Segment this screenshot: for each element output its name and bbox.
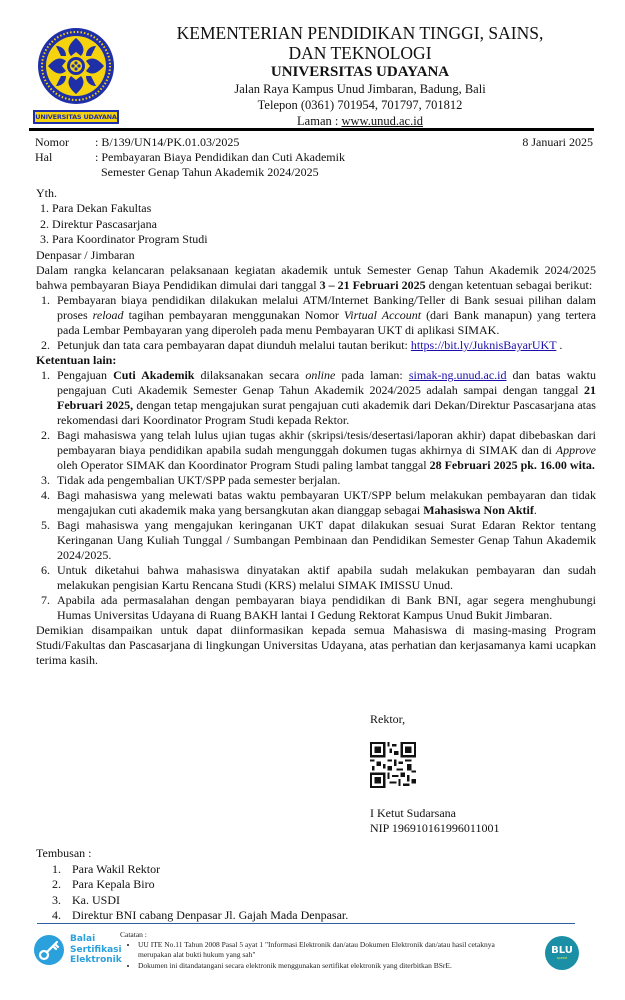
university-logo [31, 26, 121, 126]
bsre-line: Sertifikasi [70, 944, 122, 955]
qr-code-icon [370, 742, 416, 788]
provisions-heading [36, 353, 596, 368]
italic-text: reload [92, 308, 124, 322]
juknis-link[interactable]: https://bit.ly/JuknisBayarUKT [410, 338, 557, 352]
text: Petunjuk dan tata cara pembayaran dapat diunduh melalui tautan berikut: [57, 338, 411, 352]
text: Pengajuan [57, 368, 114, 382]
text: Pembayaran biaya pendidikan dilakukan melalui ATM/Internet Banking/Teller di Bank sesuai pilihan dalam proses [57, 293, 596, 322]
text: . [556, 338, 563, 352]
italic-text: online [305, 368, 336, 382]
intro-text: Dalam rangka kelancaran pelaksanaan kegiatan akademik untuk Semester Genap Tahun Akademik 2024/2025 bahwa pembayaran Biaya Pendidikan dimulai dari tanggal [36, 263, 596, 292]
simak-link[interactable]: simak-ng.unud.ac.id [408, 368, 507, 382]
nomor-label: Nomor [35, 135, 69, 149]
text: dengan tetap mengajukan surat pengajuan cuti akademik dari Dekan/Direktur Pascasarjana atas rekomendasi dari Koordinator Program Studi kepada Rektor. [57, 398, 596, 427]
note-item: • UU ITE No.11 Tahun 2008 Pasal 5 ayat 1 "Informasi Elektronik dan/atau Dokumen Elektronik dan/atau hasil cetaknya merupakan alat bukti hukum yang sah" [138, 940, 520, 960]
bold-text: 21 Februari 2025, [57, 383, 596, 412]
recipient-item: 3. Para Koordinator Program Studi [52, 232, 208, 247]
tembusan [36, 846, 348, 924]
text: (dari Bank manapun) yang tertera pada Lembar Pembayaran yang diperoleh pada menu Pembayaran UKT di aplikasi SIMAK. [57, 308, 596, 337]
nomor-value: : B/139/UN14/PK.01.03/2025 [95, 135, 240, 149]
provision-item-2 [53, 428, 596, 473]
footer-notes [120, 930, 520, 972]
hal-spacer [35, 165, 95, 180]
notes-label: Catatan : [120, 930, 147, 939]
bsre-key-icon [33, 934, 65, 966]
payment-item-1 [53, 293, 596, 338]
website-link[interactable]: www.unud.ac.id [341, 114, 423, 129]
provision-item-1 [53, 368, 596, 428]
bsre-name [70, 934, 122, 966]
provisions-list [36, 368, 596, 623]
payment-item-2 [53, 338, 596, 353]
bsre-line: Balai [70, 934, 96, 945]
intro-date-range: 3 – 21 Februari 2025 [319, 278, 426, 292]
provision-item-3: 3. Tidak ada pengembalian UKT/SPP pada semester berjalan. [53, 473, 596, 488]
text: tagihan pembayaran menggunakan Nomor [123, 308, 344, 322]
university-name: UNIVERSITAS UDAYANA [270, 64, 450, 81]
letter-body [36, 263, 596, 668]
signature-block [370, 712, 499, 836]
bold-text: Mahasiswa Non Aktif [423, 503, 534, 517]
university-phone: Telepon (0361) 701954, 701797, 701812 [257, 98, 463, 113]
text: pada laman: [335, 368, 409, 382]
bsre-logo [33, 934, 122, 966]
blu-logo [545, 936, 579, 970]
cc-item: 2. Para Kepala Biro [64, 877, 348, 893]
signatory-nip: NIP 196910161996011001 [370, 821, 500, 835]
note-item: • Dokumen ini ditandatangani secara elektronik menggunakan sertifikat elektronik yang diterbitkan BSrE. [138, 961, 520, 971]
italic-text: Virtual Account [343, 308, 422, 322]
hal-row [35, 150, 595, 165]
provision-item-6: 6. Untuk diketahui bahwa mahasiswa dinyatakan aktif apabila sudah melakukan pembayaran dan sudah melakukan pengisian Kartu Rencana Studi (KRS) melalui SIMAK IMISSU Unud. [53, 563, 596, 593]
text: dilaksanakan secara [194, 368, 306, 382]
tembusan-label: Tembusan : [36, 846, 92, 860]
provision-item-4 [53, 488, 596, 518]
logo-caption: UNIVERSITAS UDAYANA [35, 113, 117, 121]
blu-subtext: speed [556, 955, 568, 960]
letterhead-divider [29, 128, 594, 131]
cc-item: 1. Para Wakil Rektor [64, 862, 348, 878]
recipient-item: 2. Direktur Pascasarjana [52, 217, 208, 232]
intro-paragraph [36, 263, 596, 293]
letterhead [140, 24, 580, 130]
italic-text: Approve [555, 443, 596, 457]
blu-text: BLU [551, 944, 573, 956]
nomor-row [35, 135, 595, 150]
text: oleh Operator SIMAK dan Koordinator Program Studi paling lambat tanggal [57, 458, 430, 472]
text: Bagi mahasiswa yang telah lulus ujian tugas akhir (skripsi/tesis/desertasi/laporan akhir) dapat dibebaskan dari pembayaran biaya pendidikan apabila sudah mengunggah dokumen tugas akhirnya di SIMAK dan di [57, 428, 596, 457]
intro-text-end: dengan ketentuan sebagai berikut: [425, 278, 593, 292]
bsre-line: Elektronik [70, 955, 122, 966]
website-label: Laman : [297, 114, 342, 129]
heading-text: Ketentuan lain: [36, 353, 117, 367]
footer-divider [37, 923, 575, 924]
hal-label: Hal [35, 150, 53, 164]
ministry-name-line2: DAN TEKNOLOGI [288, 42, 432, 63]
text: Bagi mahasiswa yang melewati batas waktu pembayaran UKT/SPP belum melakukan pembayaran dan tidak mengajukan cuti akademik maka yang bersangkutan akan dianggap sebagai [57, 488, 596, 517]
provision-item-5: 5. Bagi mahasiswa yang mengajukan keringanan UKT dapat dilakukan sesuai Surat Edaran Rektor tentang Keringanan Uang Kuliah Tunggal / Sumbangan Pembinaan dan Pendidikan Semester Genap Tahun Akademik 2024/2025. [53, 518, 596, 563]
bold-text: 28 Februari 2025 pk. 16.00 wita. [429, 458, 595, 472]
text: dan batas waktu pengajuan Cuti Akademik Semester Genap Tahun Akademik 2024/2025 adalah sampai dengan tanggal [57, 368, 596, 397]
hal-value-line2: Semester Genap Tahun Akademik 2024/2025 [101, 165, 319, 179]
provision-item-7: 7. Apabila ada permasalahan dengan pembayaran biaya pendidikan di Bank BNI, agar segera menghubungi Humas Universitas Udayana di Ruang BAKH lantai I Gedung Rektorat Kampus Unud Bukit Jimbaran. [53, 593, 596, 623]
signatory-name: I Ketut Sudarsana [370, 806, 456, 820]
udayana-emblem-icon [31, 26, 121, 126]
hal-value-line1: : Pembayaran Biaya Pendidikan dan Cuti Akademik [95, 150, 345, 164]
ministry-name-line1: KEMENTERIAN PENDIDIKAN TINGGI, SAINS, [176, 23, 544, 43]
text: . [533, 503, 537, 517]
salutation: Yth. [36, 186, 57, 200]
recipient-location: Denpasar / Jimbaran [36, 247, 135, 262]
university-address: Jalan Raya Kampus Unud Jimbaran, Badung, Bali [234, 81, 486, 96]
signatory-title: Rektor, [370, 712, 406, 726]
hal-row-2 [35, 165, 595, 180]
cc-item: 3. Ka. USDI [64, 893, 348, 909]
bold-text: Cuti Akademik [113, 368, 195, 382]
cc-item: 4. Direktur BNI cabang Denpasar Jl. Gajah Mada Denpasar. [64, 908, 348, 924]
letter-meta [35, 135, 595, 180]
closing-paragraph: Demikian disampaikan untuk dapat diinformasikan kepada semua Mahasiswa di masing-masing Program Studi/Fakultas dan Pascasarjana di lingkungan Universitas Udayana, atas perhatian dan kerjasamanya kami ucapkan terima kasih. [36, 623, 596, 667]
recipient-item: 1. Para Dekan Fakultas [52, 201, 208, 216]
recipients [36, 186, 208, 263]
letter-date: 8 Januari 2025 [522, 135, 593, 149]
payment-list [36, 293, 596, 353]
